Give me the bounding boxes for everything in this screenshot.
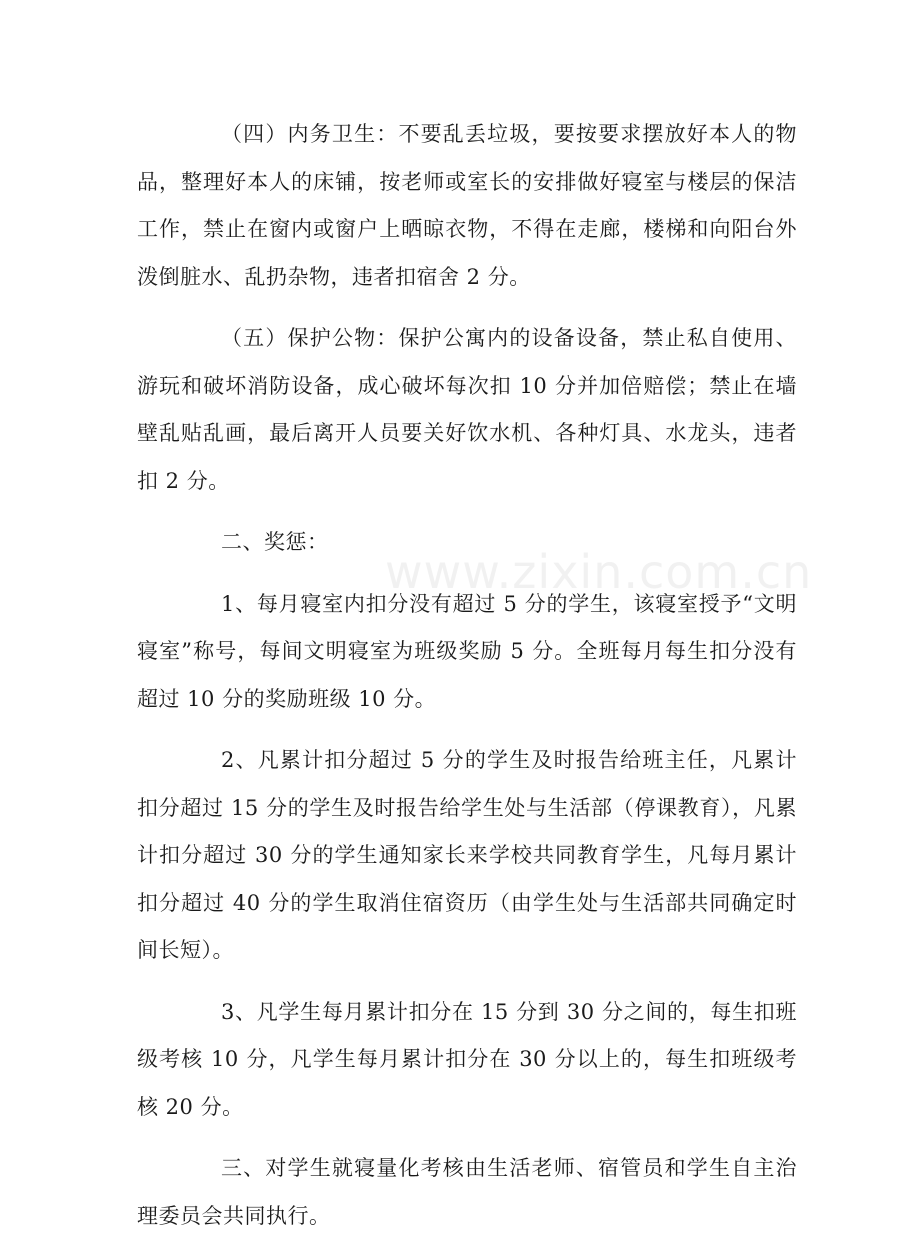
paragraph-penalty-item-2: 2、凡累计扣分超过 5 分的学生及时报告给班主任，凡累计扣分超过 15 分的学生及时报告给学生处与生活部（停课教育），凡累计扣分超过 30 分的学生通知家长来学校共同教育学生，凡每月累计扣分超过 40 分的学生取消住宿资历（由学生处与生活部共同确定时间长短）。 [137,748,797,962]
paragraph-reward-item-1: 1、每月寝室内扣分没有超过 5 分的学生，该寝室授予“文明寝室”称号，每间文明寝室为班级奖励 5 分。全班每月每生扣分没有超过 10 分的奖励班级 10 分。 [137,591,797,711]
paragraph-section-three: 三、对学生就寝量化考核由生活老师、宿管员和学生自主治理委员会共同执行。 [137,1156,797,1228]
section-heading-rewards-penalties: 二、奖惩： [221,530,329,554]
paragraph-housekeeping-rules: （四）内务卫生：不要乱丢垃圾，要按要求摆放好本人的物品，整理好本人的床铺，按老师或室长的安排做好寝室与楼层的保洁工作，禁止在窗内或窗户上晒晾衣物，不得在走廊，楼梯和向阳台外泼倒脏水、乱扔杂物，违者扣宿舍 2 分。 [137,122,797,289]
watermark-text: www.zixin.com.cn [385,545,813,599]
paragraph-public-property-rules: （五）保护公物：保护公寓内的设备设备，禁止私自使用、游玩和破坏消防设备，成心破坏每次扣 10 分并加倍赔偿；禁止在墙壁乱贴乱画，最后离开人员要关好饮水机、各种灯具、水龙头，违者扣 2 分。 [137,326,797,493]
paragraph-penalty-item-3: 3、凡学生每月累计扣分在 15 分到 30 分之间的，每生扣班级考核 10 分，凡学生每月累计扣分在 30 分以上的，每生扣班级考核 20 分。 [137,999,797,1119]
document-body [137,111,797,1254]
